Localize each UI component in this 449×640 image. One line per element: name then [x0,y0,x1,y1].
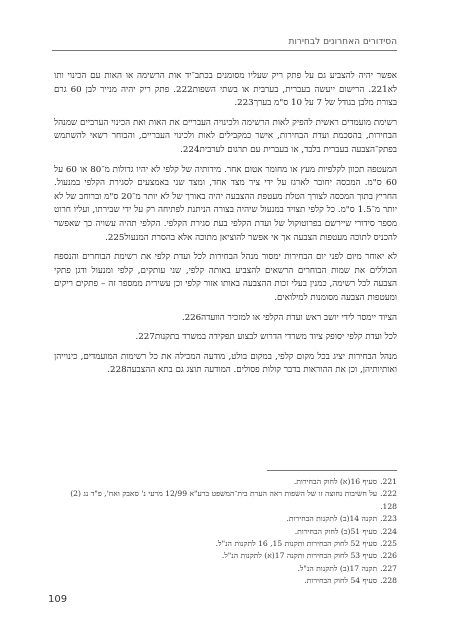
paragraph: מנהל הבחירות יציג בכל מקום קלפי, במקום בולט, מודעה המכילה את כל רשימות המועמדים, כינוייהן ואותיותיהן, וכן את ההוראות בדבר קולות פסולים. המודעה תוצג גם בתא ההצבעה228. [54,351,397,376]
paragraph: לא יאוחר מיום לפני יום הבחירות ימסור מנהל הבחירות לכל ועדת קלפי את רשימת הבוחרים והנספח הכוללים את שמות הבוחרים הרשאים להצביע באותה קלפי, שני עותקים, קלפי ומנעול ודגן פתקי הצבעה לכל רשימה, כמנין בעלי זכות ההצבעה באותו אזור קלפי וכן עשירית ממספר זה – פתקים ריקים ומעטפות הצבעה מסומנות למילואים. [54,252,397,303]
paragraph: אפשר יהיה להצביע גם על פתק ריק שעליו מסומנים בכתב־יד אות הרשימה או האות עם הכינוי ותו לא221. הרישום ייעשה בעברית, בערבית או בשתי השפות222. פתק ריק יהיה מנייר לבן 60 גרם בצורת מלבן בגודל של 7 על 10 ס"מ בערך223. [54,71,397,109]
footnote-number: 222. [380,489,397,499]
footnote [54,526,397,538]
paragraph: המעטפה תכוון לקלפיות מעץ או מחומר אטום אחר. מידותיה של קלפי לא יהיו גדולות מ־80 או 60 על 60 ס"מ. המכסה יחובר לארגז על ידי ציר מצד אחד, ומצד שני באמצעים לסגירת הקלפי במנעול. החריץ בתוך המכסה לצורך הטלת מעטפת ההצבעה יהיה באורך של לא יותר מ־20 ס"מ וברוחב של לא יותר מ־1.5 ס"מ. כל קלפי תצויד במנעול שיהיה בצורה הניתנת לפתיחה רק על ידי שבירתו, ועליו חרוט מספר סידורי שיירשם בפרוטוקול של ועדת הקלפי בעת סגירת הקלפי. הקלפי תהיה עשויה כך שאפשר להכניס לתוכה מעטפות הצבעה אך אי אפשר להוציאן מתוכה אלא בהסרת המנעול225. [54,164,397,243]
footnote [54,563,397,575]
footnote [54,476,397,488]
paragraph: לכל ועדת קלפי יסופק ציוד משרדי הדרוש לבצוע תפקידה במשרד בתקנות227. [135,332,397,343]
page-number: 109 [48,594,68,605]
footnote-text: סעיף 54 לחוק הבחירות. [304,576,378,586]
footnote-number: 223. [380,514,397,524]
footnote [54,513,397,525]
footnote-text: על חשיבות נחוצה זו של השפות ראה הערת בית־המשפט ברע"א 12/99 מרעי נ' סאבק ואח', פ"ד נג (2) 128. [70,489,397,511]
footnote-divider [267,470,397,471]
footnote-text: סעיף 53 לחוק הבחירות ותקנה 17(א) לתקנות הנ"ל. [221,551,378,561]
footnote-text: סעיף 51(ב) לחוק הבחירות. [294,526,378,536]
footnote-text: תקנה 17(ב) לתקנות הנ"ל. [297,563,378,573]
footnote [54,575,397,587]
footnotes [54,476,397,588]
footnote-number: 221. [380,477,397,486]
footnote-number: 224. [380,526,397,536]
footnote-text: תקנה 14(ב) לתקנות הבחירות. [286,514,378,524]
footnote-text: סעיף 16(א) לחוק הבחירות. [293,477,378,486]
footnote-text: סעיף 52 לחוק הבחירות ותקנות 15, 16 לתקנות הנ"ל. [215,539,378,549]
footnote [54,550,397,562]
footnote [54,538,397,550]
paragraph: רשימת מועמדים ראשית להפיק לאות הרשימה ולכינויה העבריים את האות ואת הכינוי הערביים שמנהל הבחירות, בהסכמת ועדת הבחירות, אישר כמקבילים לאות ולכינוי העבריים, והבוחר רשאי להשתמש בפתק־הצבעה בעברית בלבד, או בעברית עם תרגום לערבית224. [54,117,397,155]
body-text [54,70,397,384]
footnote-number: 226. [380,551,397,561]
footnote-number: 225. [380,539,397,549]
running-header: הסידורים האחרונים לבחירות [52,37,397,51]
paragraph: הציוד יימסר לידי יושב ראש ועדת הקלפי או למזכיר הוועדה226. [181,312,397,323]
footnote [54,488,397,513]
footnote-number: 228. [380,576,397,586]
footnote-number: 227. [380,563,397,573]
